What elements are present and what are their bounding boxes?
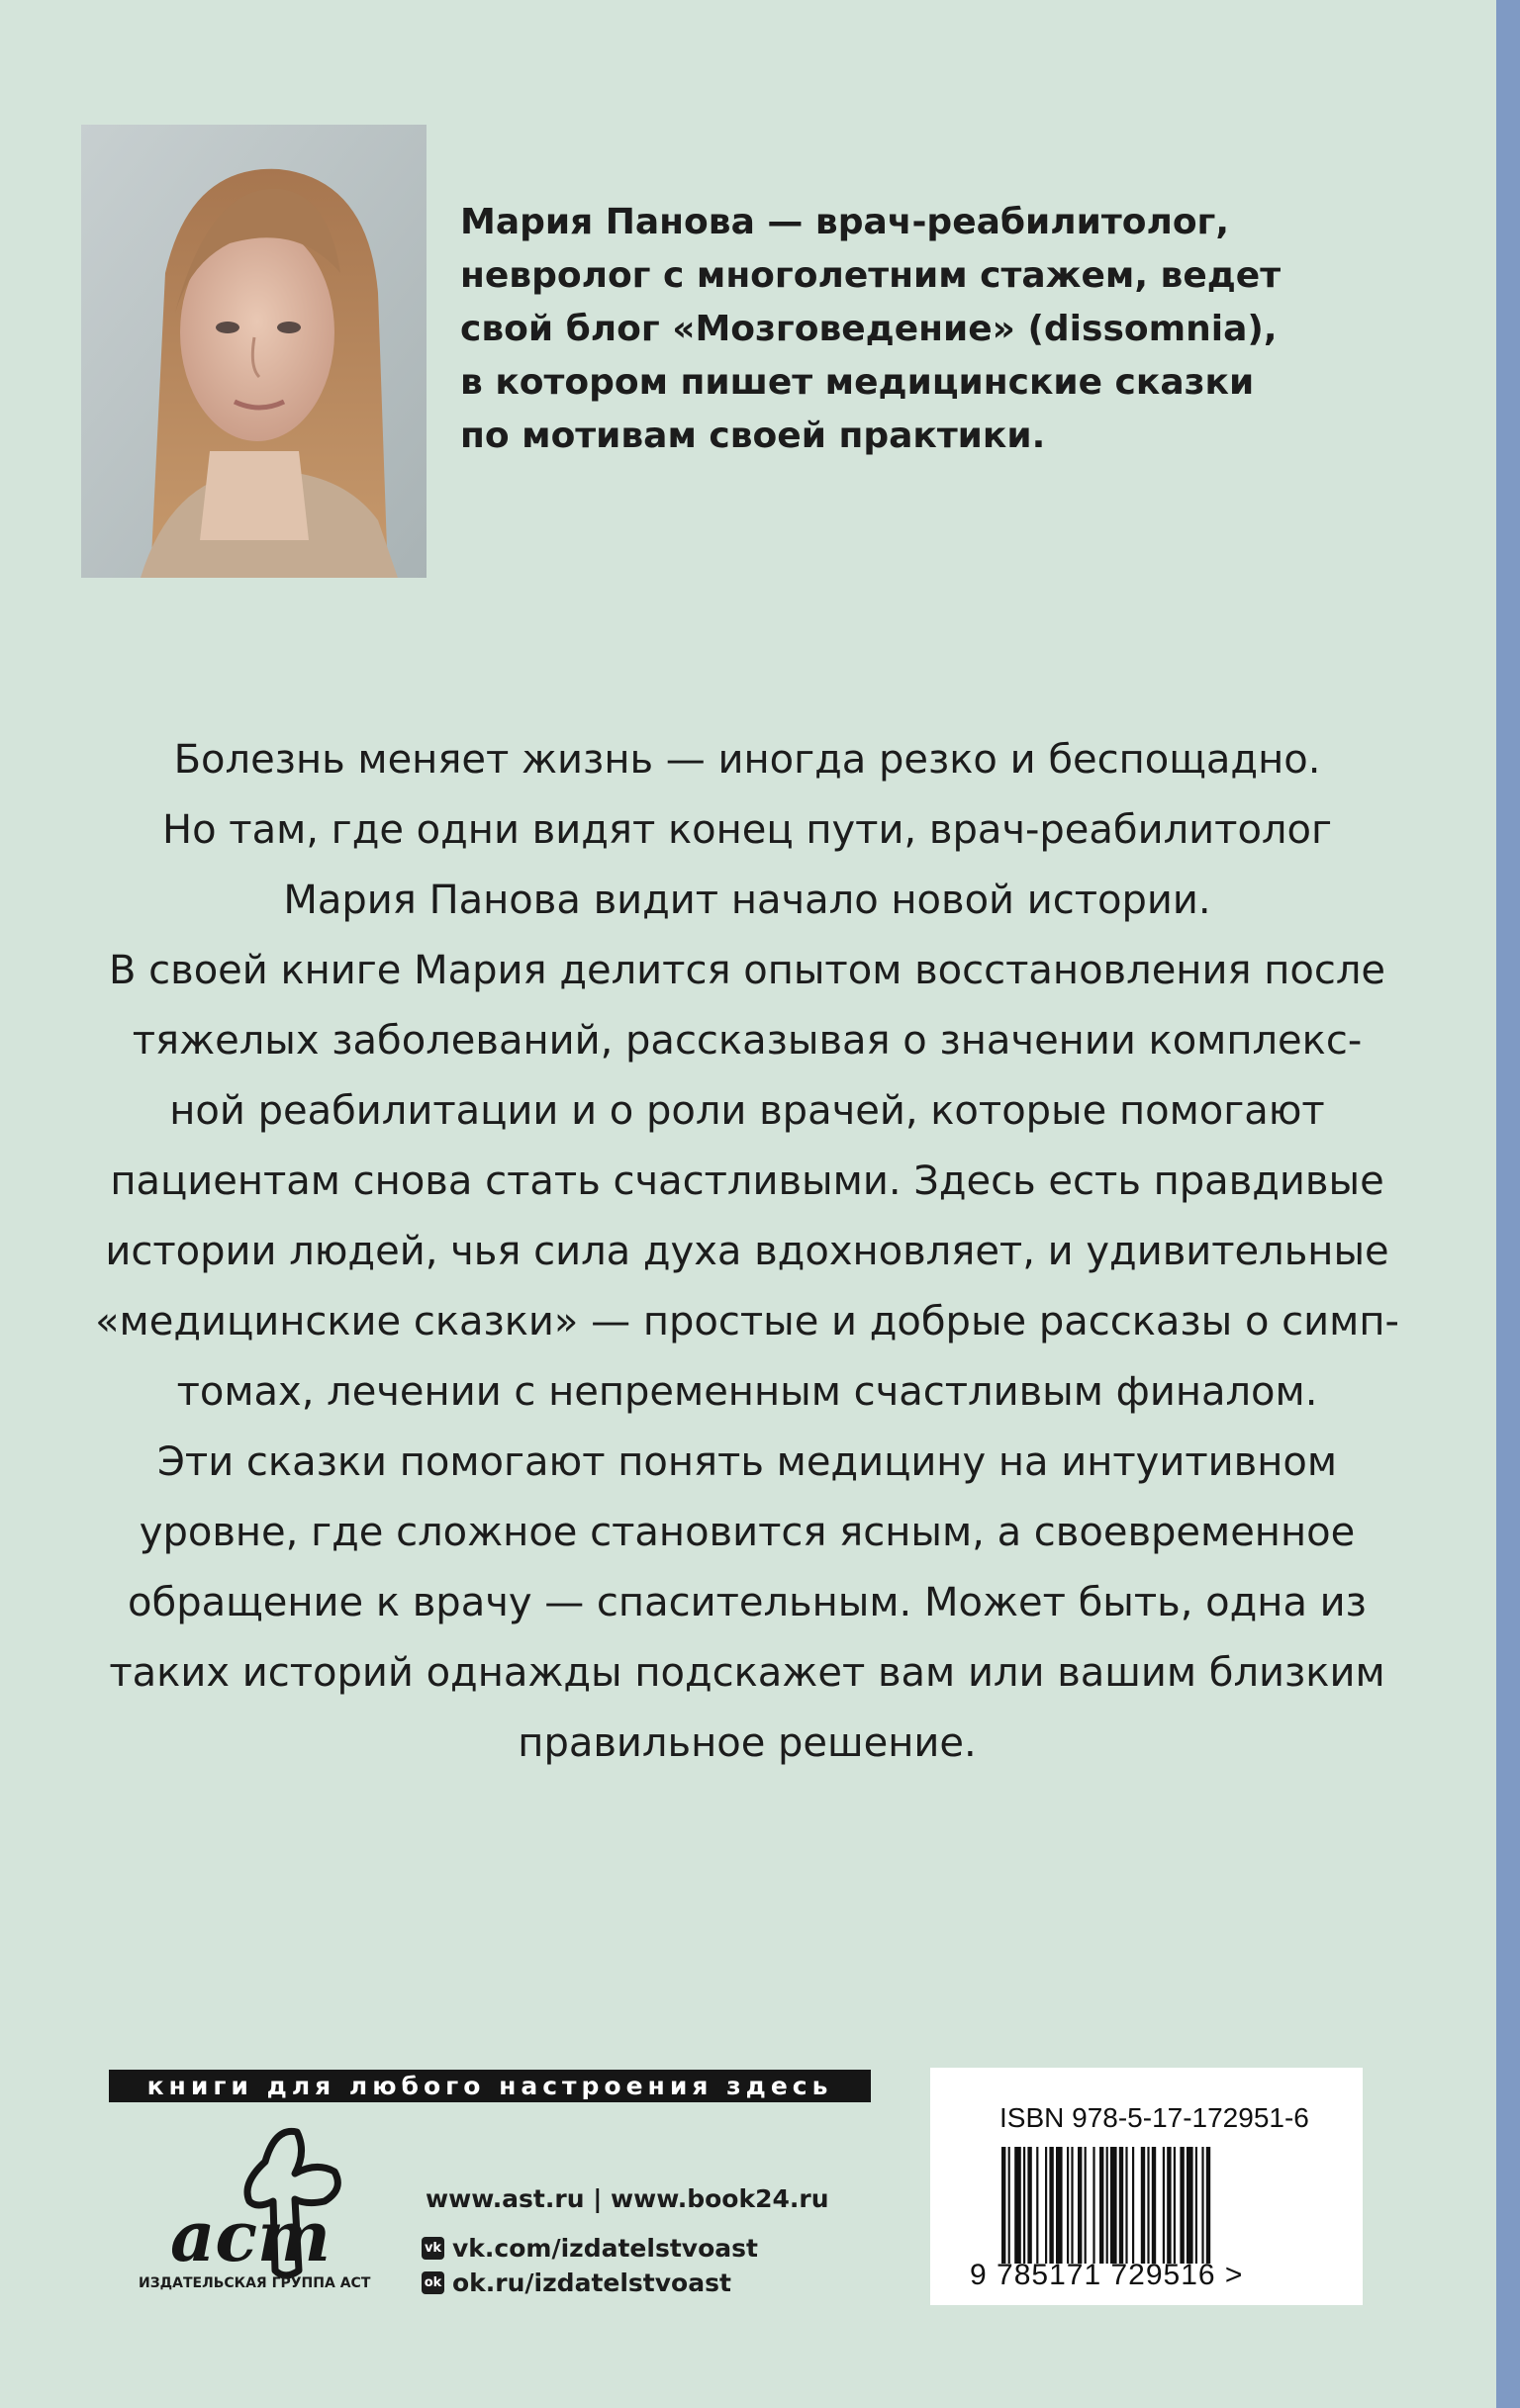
description-line: уровне, где сложное становится ясным, а своевременное — [139, 1510, 1356, 1555]
barcode-bar — [1027, 2147, 1031, 2264]
isbn-label: ISBN 978-5-17-172951-6 — [999, 2102, 1309, 2133]
description-line: «медицинские сказки» — простые и добрые рассказы о симп- — [95, 1299, 1399, 1344]
description-line: обращение к врачу — спасительным. Может быть, одна из — [128, 1580, 1367, 1625]
barcode-bar — [1167, 2147, 1171, 2264]
author-bio-line: по мотивам своей практики. — [460, 416, 1046, 456]
barcode-bar — [1174, 2147, 1176, 2264]
ok-icon: ok — [422, 2271, 444, 2294]
description-line: пациентам снова стать счастливыми. Здесь есть правдивые — [110, 1158, 1384, 1204]
description-line: правильное решение. — [518, 1720, 977, 1766]
description-line: истории людей, чья сила духа вдохновляет, и удивительные — [105, 1229, 1389, 1274]
description-line: Болезнь меняет жизнь — иногда резко и беспощадно. — [173, 737, 1321, 783]
ok-link-text[interactable]: ok.ru/izdatelstvoast — [452, 2269, 731, 2297]
author-bio-line: свой блог «Мозговедение» (dissomnia), — [460, 309, 1278, 349]
book-description — [49, 725, 1445, 1779]
description-line: тяжелых заболеваний, рассказывая о значении комплекс- — [132, 1018, 1363, 1064]
barcode-icon — [1001, 2147, 1288, 2264]
author-bio — [460, 196, 1351, 463]
barcode-bar — [1119, 2147, 1123, 2264]
barcode-bar — [1092, 2147, 1094, 2264]
description-line: томах, лечении с непременным счастливым финалом. — [176, 1369, 1318, 1415]
barcode-bar — [1049, 2147, 1053, 2264]
description-line: Эти сказки помогают понять медицину на интуитивном — [156, 1439, 1338, 1485]
description-line: В своей книге Мария делится опытом восстановления после — [108, 948, 1386, 993]
barcode-bar — [1056, 2147, 1063, 2264]
barcode-bar — [1008, 2147, 1010, 2264]
author-photo — [81, 125, 427, 578]
barcode-bar — [1099, 2147, 1103, 2264]
barcode-panel — [930, 2068, 1363, 2305]
author-portrait-image — [81, 125, 427, 578]
publisher-name: ИЗДАТЕЛЬСКАЯ ГРУППА АСТ — [139, 2275, 371, 2291]
description-line: Но там, где одни видят конец пути, врач-реабилитолог — [162, 807, 1332, 853]
author-bio-line: невролог с многолетним стажем, ведет — [460, 255, 1282, 296]
barcode-bar — [1201, 2147, 1203, 2264]
barcode-bar — [1187, 2147, 1193, 2264]
barcode-bar — [1141, 2147, 1145, 2264]
publisher-tagline: книги для любого настроения здесь — [109, 2070, 871, 2102]
spine-edge — [1496, 0, 1520, 2408]
isbn-digits: 9 785171 729516 > — [970, 2259, 1244, 2291]
barcode-bar — [1085, 2147, 1087, 2264]
vk-link-text[interactable]: vk.com/izdatelstvoast — [452, 2234, 758, 2263]
description-line: Мария Панова видит начало новой истории. — [283, 878, 1211, 923]
barcode-bar — [1014, 2147, 1021, 2264]
barcode-bar — [1045, 2147, 1047, 2264]
barcode-bar — [1036, 2147, 1038, 2264]
barcode-bar — [1195, 2147, 1197, 2264]
ok-link[interactable] — [422, 2269, 731, 2297]
barcode-bar — [1180, 2147, 1184, 2264]
barcode-bar — [1106, 2147, 1108, 2264]
barcode-bar — [1023, 2147, 1025, 2264]
barcode-bar — [1067, 2147, 1069, 2264]
barcode-bar — [1125, 2147, 1127, 2264]
barcode-bar — [1206, 2147, 1210, 2264]
barcode-bar — [1132, 2147, 1134, 2264]
barcode-bar — [1001, 2147, 1005, 2264]
barcode-bar — [1078, 2147, 1082, 2264]
barcode-bar — [1152, 2147, 1156, 2264]
description-line: ной реабилитации и о роли врачей, которые помогают — [169, 1088, 1325, 1134]
ast-logo-text: аст — [170, 2195, 332, 2277]
author-bio-line: Мария Панова — врач-реабилитолог, — [460, 202, 1230, 242]
description-line: таких историй однажды подскажет вам или вашим близким — [109, 1650, 1385, 1696]
barcode-bar — [1163, 2147, 1165, 2264]
ast-logo — [158, 2122, 356, 2290]
barcode-bar — [1071, 2147, 1073, 2264]
publisher-websites[interactable]: www.ast.ru | www.book24.ru — [426, 2184, 829, 2213]
vk-link[interactable] — [422, 2234, 758, 2263]
vk-icon: vk — [422, 2237, 444, 2260]
author-bio-line: в котором пишет медицинские сказки — [460, 362, 1255, 403]
barcode-bar — [1147, 2147, 1149, 2264]
barcode-bar — [1110, 2147, 1117, 2264]
